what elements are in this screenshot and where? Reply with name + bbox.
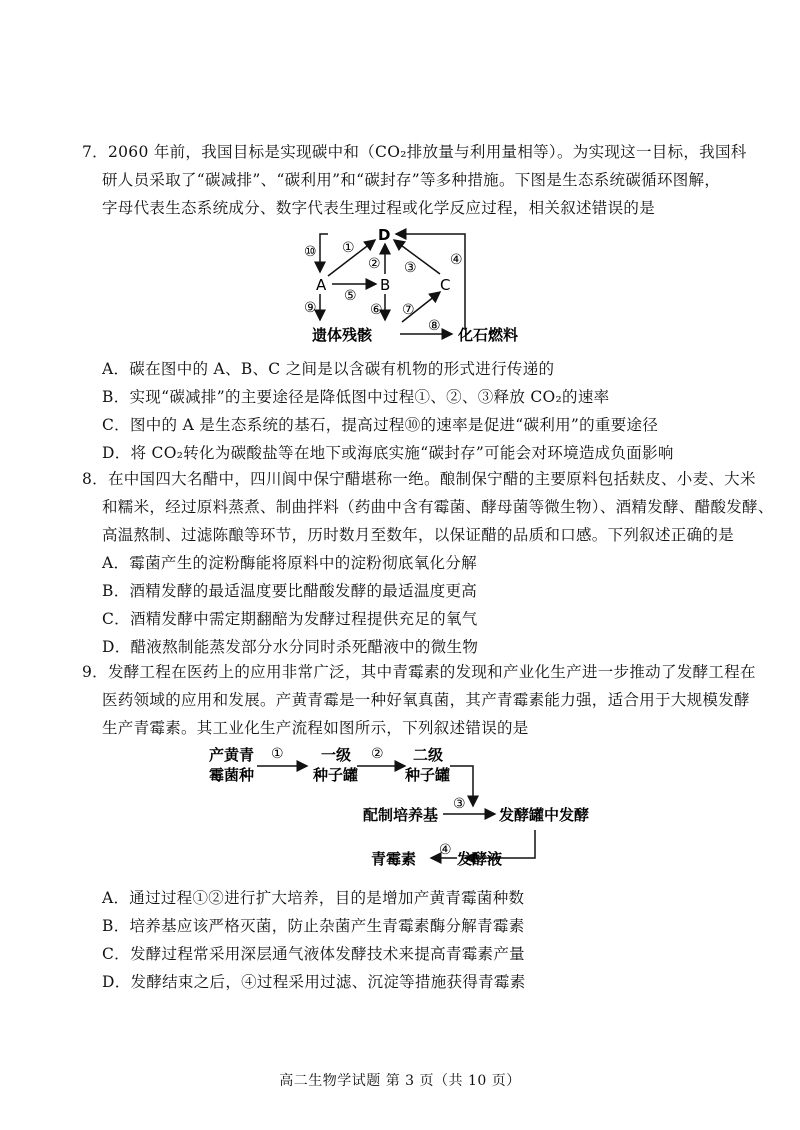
q9-option-b: B．培养基应该严格灭菌，防止杂菌产生青霉素酶分解青霉素: [102, 917, 525, 935]
step-1-label: ①: [271, 746, 284, 762]
node-remains: 遗体残骸: [312, 326, 373, 344]
page-footer: 高二生物学试题 第 3 页（共 10 页）: [279, 1073, 521, 1089]
label-10: ⑩: [304, 244, 317, 260]
q9-stem-line-2: 医药领域的应用和发展。产黄青霉是一种好氧真菌，其产青霉素能力强，适合用于大规模发酵: [102, 691, 750, 709]
penicillin-label: 青霉素: [371, 850, 417, 868]
tank2-label-2: 种子罐: [405, 766, 451, 784]
node-fossil: 化石燃料: [458, 326, 519, 344]
q9-option-c: C．发酵过程常采用深层通气液体发酵技术来提高青霉素产量: [102, 945, 525, 963]
q9-option-a: A．通过过程①②进行扩大培养，目的是增加产黄青霉菌种数: [102, 889, 525, 907]
broth-label: 发酵液: [457, 850, 503, 868]
q8-stem-line-3: 高温熬制、过滤陈酿等环节，历时数月至数年，以保证醋的品质和口感。下列叙述正确的是: [102, 526, 735, 544]
penicillin-flow-diagram: [195, 738, 615, 878]
tank1-label-2: 种子罐: [313, 766, 359, 784]
strain-label-1: 产黄青: [209, 746, 255, 764]
q8-option-a: A．霉菌产生的淀粉酶能将原料中的淀粉彻底氧化分解: [102, 554, 477, 572]
label-7: ⑦: [402, 302, 415, 318]
label-1: ①: [342, 240, 355, 256]
q9-option-d: D．发酵结束之后，④过程采用过滤、沉淀等措施获得青霉素: [102, 973, 526, 991]
q7-option-b: B．实现“碳减排”的主要途径是降低图中过程①、②、③释放 CO₂的速率: [102, 388, 610, 406]
label-4: ④: [450, 252, 463, 268]
q7-option-d: D．将 CO₂转化为碳酸盐等在地下或海底实施“碳封存”可能会对环境造成负面影响: [102, 444, 674, 462]
node-b: B: [380, 276, 391, 294]
label-2: ②: [368, 256, 381, 272]
q7-stem-line-3: 字母代表生态系统成分、数字代表生理过程或化学反应过程，相关叙述错误的是: [102, 199, 656, 217]
q8-stem-line-1: 8．在中国四大名醋中，四川阆中保宁醋堪称一绝。酿制保宁醋的主要原料包括麸皮、小麦、大米: [82, 470, 756, 488]
ferment-label: 发酵罐中发酵: [499, 806, 590, 824]
strain-label-2: 霉菌种: [209, 766, 255, 784]
label-8: ⑧: [428, 318, 441, 334]
q8-option-b: B．酒精发酵的最适温度要比醋酸发酵的最适温度更高: [102, 582, 478, 600]
step-4-label: ④: [439, 842, 452, 858]
label-6: ⑥: [370, 302, 383, 318]
tank1-label-1: 一级: [321, 746, 352, 764]
node-c: C: [440, 276, 451, 294]
label-9: ⑨: [304, 300, 317, 316]
q8-option-d: D．醋液熬制能蒸发部分水分同时杀死醋液中的微生物: [102, 638, 479, 656]
node-d: D: [378, 226, 391, 244]
q7-stem-line-2: 研人员采取了“碳减排”、“碳利用”和“碳封存”等多种措施。下图是生态系统碳循环图解，: [102, 171, 721, 189]
q7-option-c: C．图中的 A 是生态系统的基石，提高过程⑩的速率是促进“碳利用”的重要途径: [102, 416, 659, 434]
q8-stem-line-2: 和糯米，经过原料蒸煮、制曲拌料（药曲中含有霉菌、酵母菌等微生物）、酒精发酵、醋酸发酵、: [102, 498, 774, 516]
q9-stem-line-1: 9．发酵工程在医药上的应用非常广泛，其中青霉素的发现和产业化生产进一步推动了发酵工程在: [82, 663, 756, 681]
q7-stem-line-1: 7．2060 年前，我国目标是实现碳中和（CO₂排放量与利用量相等）。为实现这一目标，我国科: [82, 143, 747, 161]
label-3: ③: [404, 260, 417, 276]
carbon-cycle-diagram: [290, 222, 550, 350]
q7-option-a: A．碳在图中的 A、B、C 之间是以含碳有机物的形式进行传递的: [102, 360, 555, 378]
label-5: ⑤: [344, 288, 357, 304]
step-3-label: ③: [453, 796, 466, 812]
q8-option-c: C．酒精发酵中需定期翻醅为发酵过程提供充足的氧气: [102, 610, 478, 628]
step-2-label: ②: [371, 746, 384, 762]
tank2-label-1: 二级: [413, 746, 444, 764]
node-a: A: [316, 276, 327, 294]
q9-stem-line-3: 生产青霉素。其工业化生产流程如图所示，下列叙述错误的是: [102, 719, 529, 737]
medium-label: 配制培养基: [363, 806, 439, 824]
